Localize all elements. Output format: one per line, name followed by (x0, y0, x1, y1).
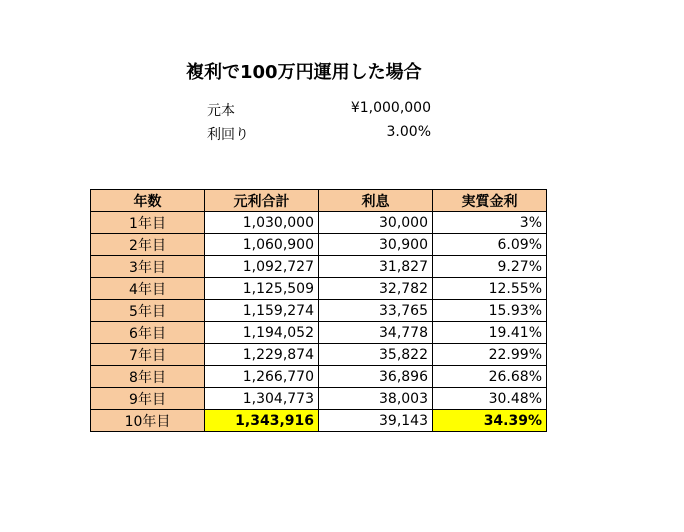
rate-cell: 15.93% (433, 300, 547, 322)
rate-cell: 30.48% (433, 388, 547, 410)
rate-cell: 9.27% (433, 256, 547, 278)
total-cell: 1,229,874 (205, 344, 319, 366)
interest-cell: 30,900 (319, 234, 433, 256)
principal-row (207, 100, 431, 122)
rate-cell: 26.68% (433, 366, 547, 388)
year-cell: 8年目 (91, 366, 205, 388)
year-cell: 5年目 (91, 300, 205, 322)
year-cell: 4年目 (91, 278, 205, 300)
principal-label: 元本 (207, 103, 235, 119)
interest-cell: 36,896 (319, 366, 433, 388)
rate-cell-highlight: 34.39% (433, 410, 547, 432)
rate-cell: 22.99% (433, 344, 547, 366)
total-cell: 1,125,509 (205, 278, 319, 300)
rate-cell: 12.55% (433, 278, 547, 300)
rate-cell: 3% (433, 212, 547, 234)
interest-cell: 34,778 (319, 322, 433, 344)
interest-cell: 30,000 (319, 212, 433, 234)
header-year: 年数 (91, 190, 205, 212)
interest-cell: 31,827 (319, 256, 433, 278)
interest-cell: 32,782 (319, 278, 433, 300)
interest-cell: 33,765 (319, 300, 433, 322)
table-row (91, 366, 547, 388)
total-cell: 1,194,052 (205, 322, 319, 344)
header-rate: 実質金利 (433, 190, 547, 212)
table-row-final (91, 410, 547, 432)
rate-row (207, 124, 431, 146)
table-row (91, 212, 547, 234)
year-cell: 2年目 (91, 234, 205, 256)
total-cell: 1,092,727 (205, 256, 319, 278)
total-cell: 1,304,773 (205, 388, 319, 410)
header-interest: 利息 (319, 190, 433, 212)
rate-value: 3.00% (386, 124, 431, 140)
interest-cell: 39,143 (319, 410, 433, 432)
table-row (91, 234, 547, 256)
table-header-row (91, 190, 547, 212)
table-row (91, 322, 547, 344)
table-row (91, 256, 547, 278)
total-cell: 1,159,274 (205, 300, 319, 322)
table-row (91, 344, 547, 366)
year-cell: 7年目 (91, 344, 205, 366)
rate-cell: 19.41% (433, 322, 547, 344)
principal-value: ¥1,000,000 (350, 100, 431, 116)
total-cell: 1,030,000 (205, 212, 319, 234)
year-cell: 9年目 (91, 388, 205, 410)
table-row (91, 388, 547, 410)
rate-label: 利回り (207, 127, 249, 143)
total-cell: 1,060,900 (205, 234, 319, 256)
year-cell: 1年目 (91, 212, 205, 234)
header-total: 元利合計 (205, 190, 319, 212)
total-cell-highlight: 1,343,916 (205, 410, 319, 432)
table-row (91, 300, 547, 322)
compound-interest-table (90, 189, 547, 432)
table-row (91, 278, 547, 300)
total-cell: 1,266,770 (205, 366, 319, 388)
page-title: 複利で100万円運用した場合 (186, 62, 422, 83)
year-cell: 6年目 (91, 322, 205, 344)
interest-cell: 38,003 (319, 388, 433, 410)
interest-cell: 35,822 (319, 344, 433, 366)
year-cell: 3年目 (91, 256, 205, 278)
rate-cell: 6.09% (433, 234, 547, 256)
year-cell: 10年目 (91, 410, 205, 432)
